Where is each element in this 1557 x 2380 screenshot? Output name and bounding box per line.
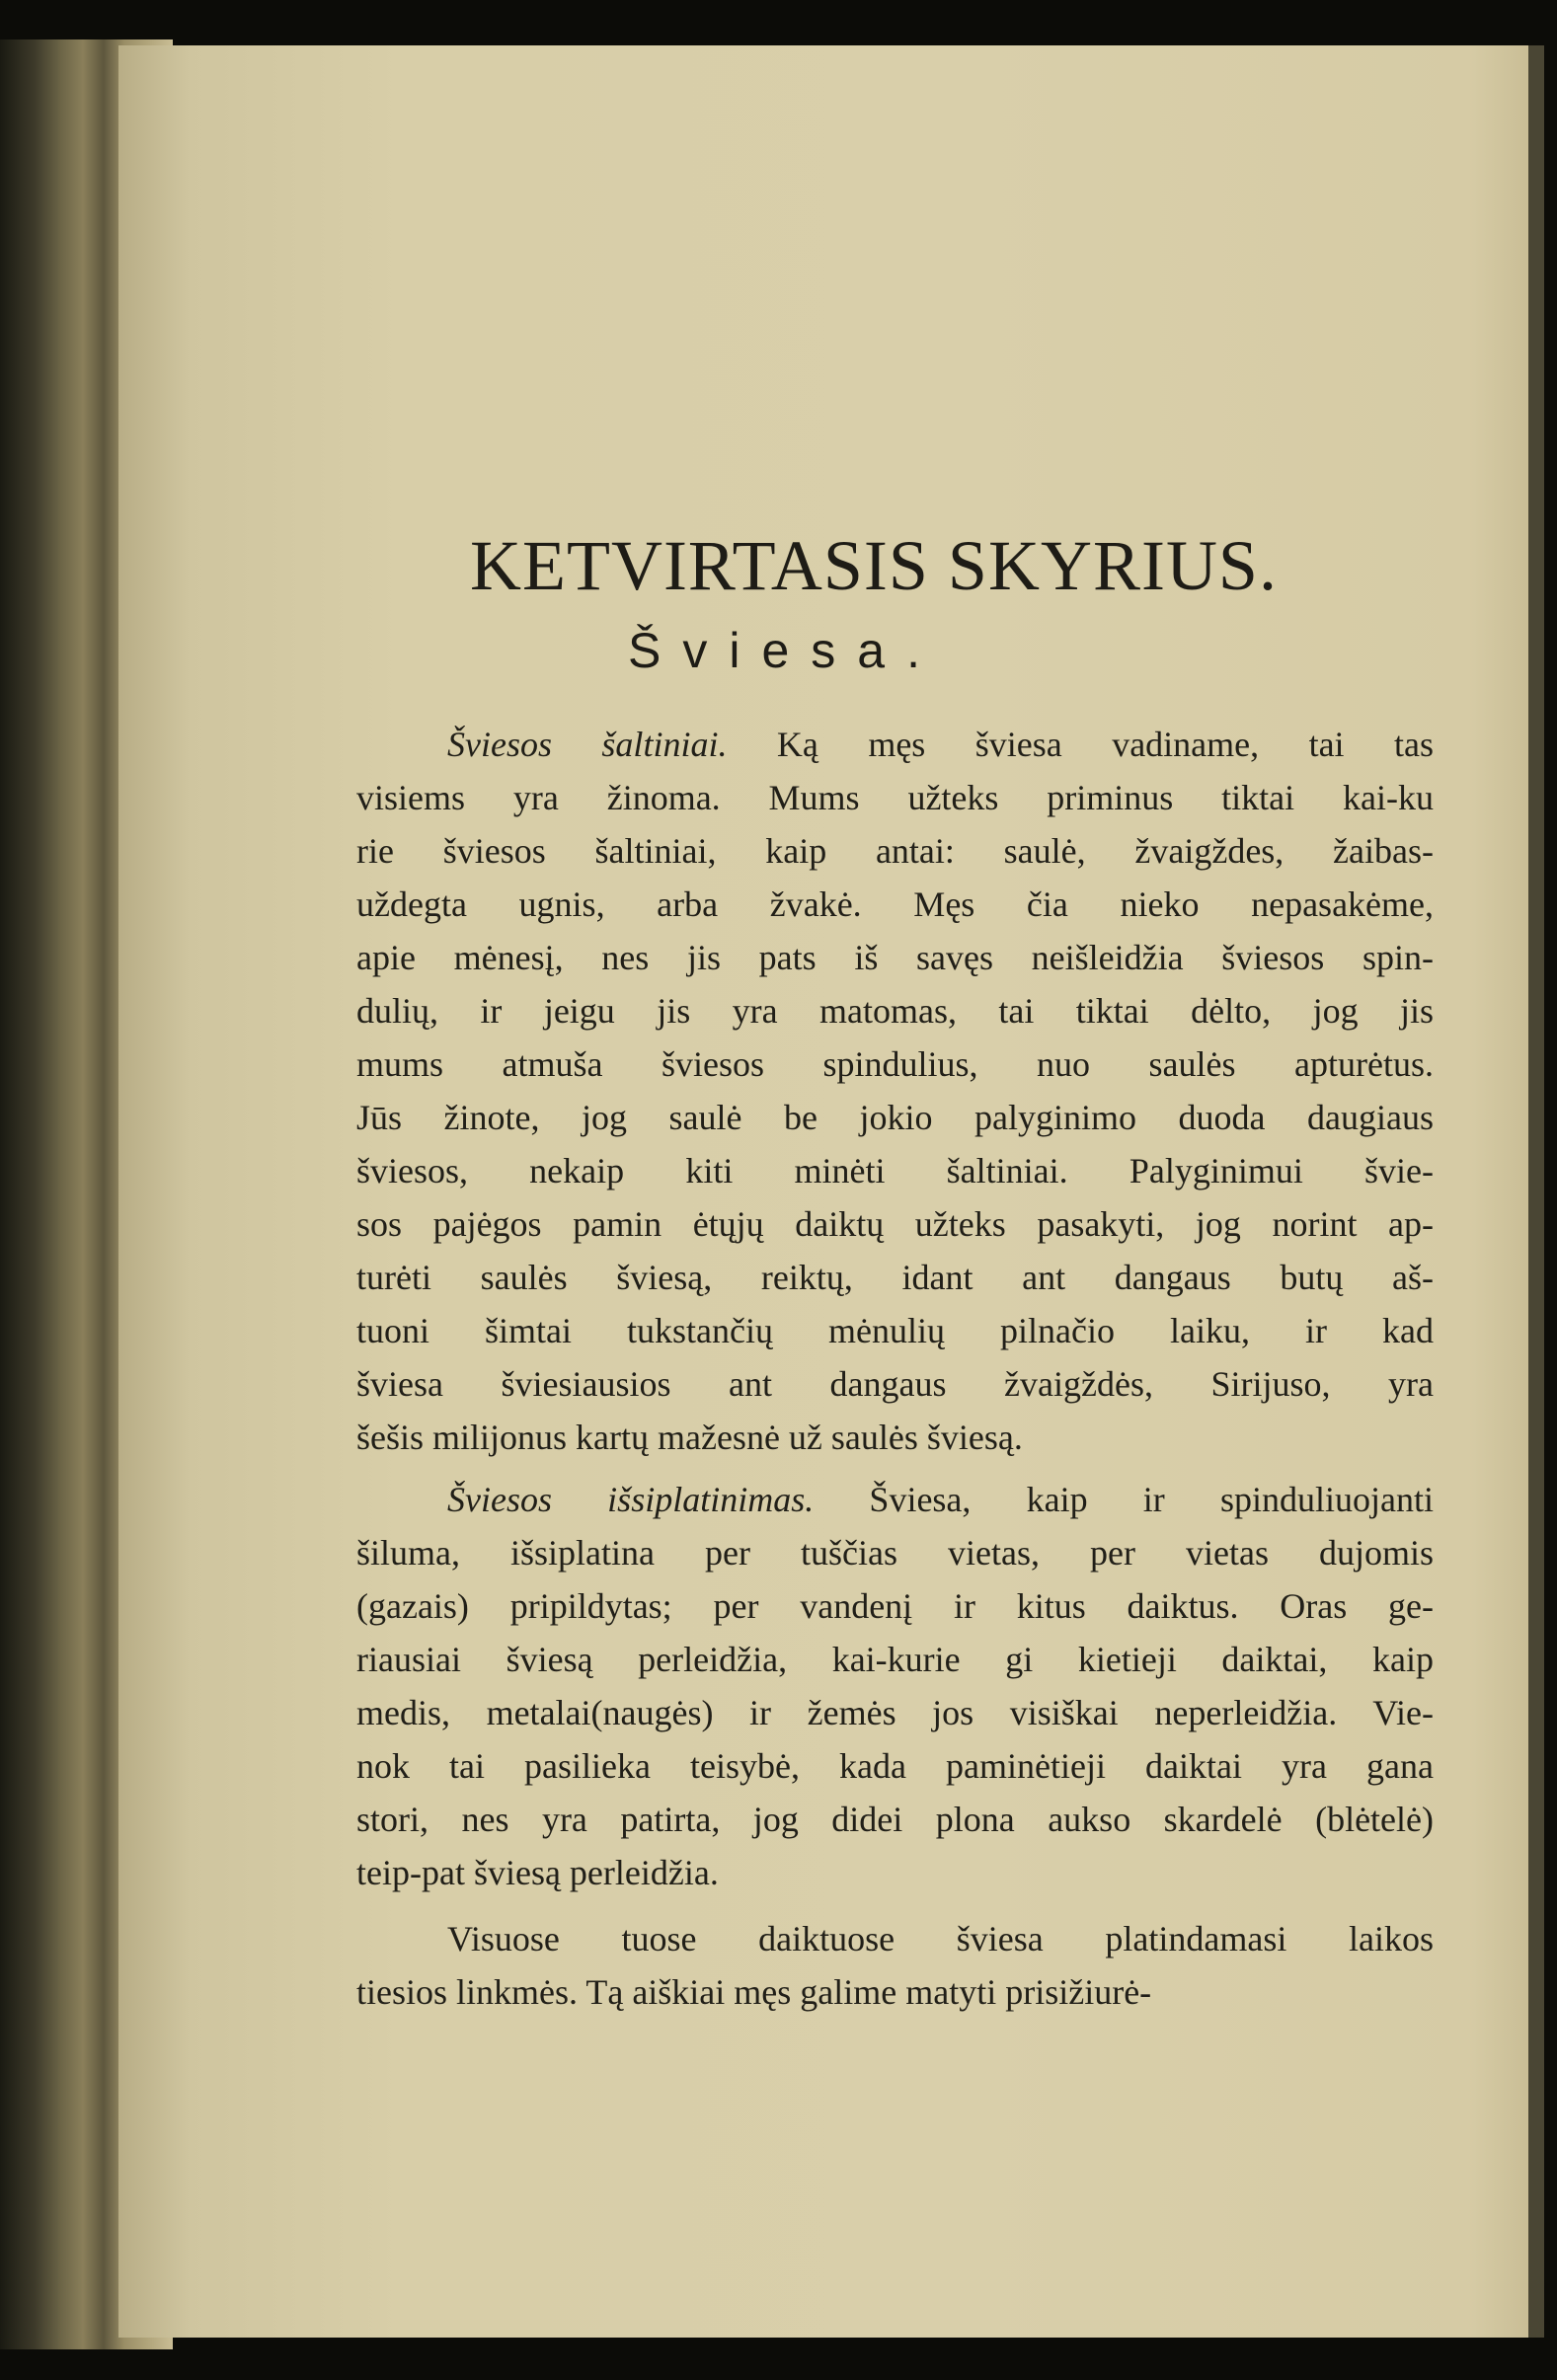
text-line [356,1304,1434,1357]
paragraph-straight-lines [356,1912,1434,2019]
line-text: apie mėnesį, nes jis pats iš savęs neišleidžia šviesos spin- [356,938,1434,977]
text-line [356,931,1434,984]
text-line [356,824,1434,878]
text-line [356,1473,1434,1526]
text-line [356,984,1434,1037]
paragraph-lead: Šviesos šaltiniai. [447,725,728,764]
text-line [356,1965,1434,2019]
page-right-edge [1528,45,1544,2338]
text-line [356,1686,1434,1739]
text-line [356,1411,1434,1464]
line-text: teip-pat šviesą perleidžia. [356,1853,719,1892]
line-text: rie šviesos šaltiniai, kaip antai: saulė, žvaigždes, žaibas- [356,831,1434,871]
line-text: riausiai šviesą perleidžia, kai-kurie gi kietieji daiktai, kaip [356,1640,1434,1679]
line-text: turėti saulės šviesą, reiktų, idant ant dangaus butų aš- [356,1258,1434,1297]
line-text: Visuose tuose daiktuose šviesa platindamasi laikos [447,1919,1434,1958]
line-text: Ką męs šviesa vadiname, tai tas [727,725,1435,764]
text-line [356,1579,1434,1633]
line-text: tiesios linkmės. Tą aiškiai męs galime matyti prisižiurė- [356,1972,1152,2012]
paragraph-light-sources [356,718,1434,1464]
line-text: dulių, ir jeigu jis yra matomas, tai tiktai dėlto, jog jis [356,991,1434,1031]
line-text: šiluma, išsiplatina per tuščias vietas, per vietas dujomis [356,1533,1434,1573]
line-text: mums atmuša šviesos spindulius, nuo saulės apturėtus. [356,1044,1434,1084]
text-line [356,1357,1434,1411]
line-text: Jūs žinote, jog saulė be jokio palyginimo duoda daugiaus [356,1098,1434,1137]
text-line [356,878,1434,931]
line-text: tuoni šimtai tukstančių mėnulių pilnačio laiku, ir kad [356,1311,1434,1350]
text-line [356,1037,1434,1091]
text-line [356,1197,1434,1251]
line-text: nok tai pasilieka teisybė, kada paminėtieji daiktai yra gana [356,1746,1434,1786]
text-line [356,771,1434,824]
line-text: šviesos, nekaip kiti minėti šaltiniai. Palyginimui švie- [356,1151,1434,1190]
text-line [356,1251,1434,1304]
line-text: medis, metalai(naugės) ir žemės jos visiškai neperleidžia. Vie- [356,1693,1434,1732]
text-line [356,1912,1434,1965]
text-line [356,1091,1434,1144]
text-line [356,1633,1434,1686]
text-line [356,1526,1434,1579]
line-text: stori, nes yra patirta, jog didei plona aukso skardelė (blėtelė) [356,1800,1434,1839]
line-text: Šviesa, kaip ir spinduliuojanti [814,1480,1434,1519]
text-line [356,1739,1434,1793]
paragraph-lead: Šviesos išsiplatinimas. [447,1480,815,1519]
line-text: šviesa šviesiausios ant dangaus žvaigždės, Sirijuso, yra [356,1364,1434,1404]
text-line [356,1144,1434,1197]
line-text: sos pajėgos pamin ėtųjų daiktų užteks pasakyti, jog norint ap- [356,1204,1434,1244]
line-text: šešis milijonus kartų mažesnė už saulės šviesą. [356,1418,1023,1457]
text-line [356,1846,1434,1899]
section-title: Šviesa. [628,623,942,678]
line-text: visiems yra žinoma. Mums užteks priminus tiktai kai-ku [356,778,1434,817]
chapter-title: KETVIRTASIS SKYRIUS. [470,526,1278,605]
line-text: (gazais) pripildytas; per vandenį ir kitus daiktus. Oras ge- [356,1586,1434,1626]
text-line [356,1793,1434,1846]
paragraph-light-propagation [356,1473,1434,1899]
line-text: uždegta ugnis, arba žvakė. Męs čia nieko nepasakėme, [356,884,1434,924]
text-line [356,718,1434,771]
